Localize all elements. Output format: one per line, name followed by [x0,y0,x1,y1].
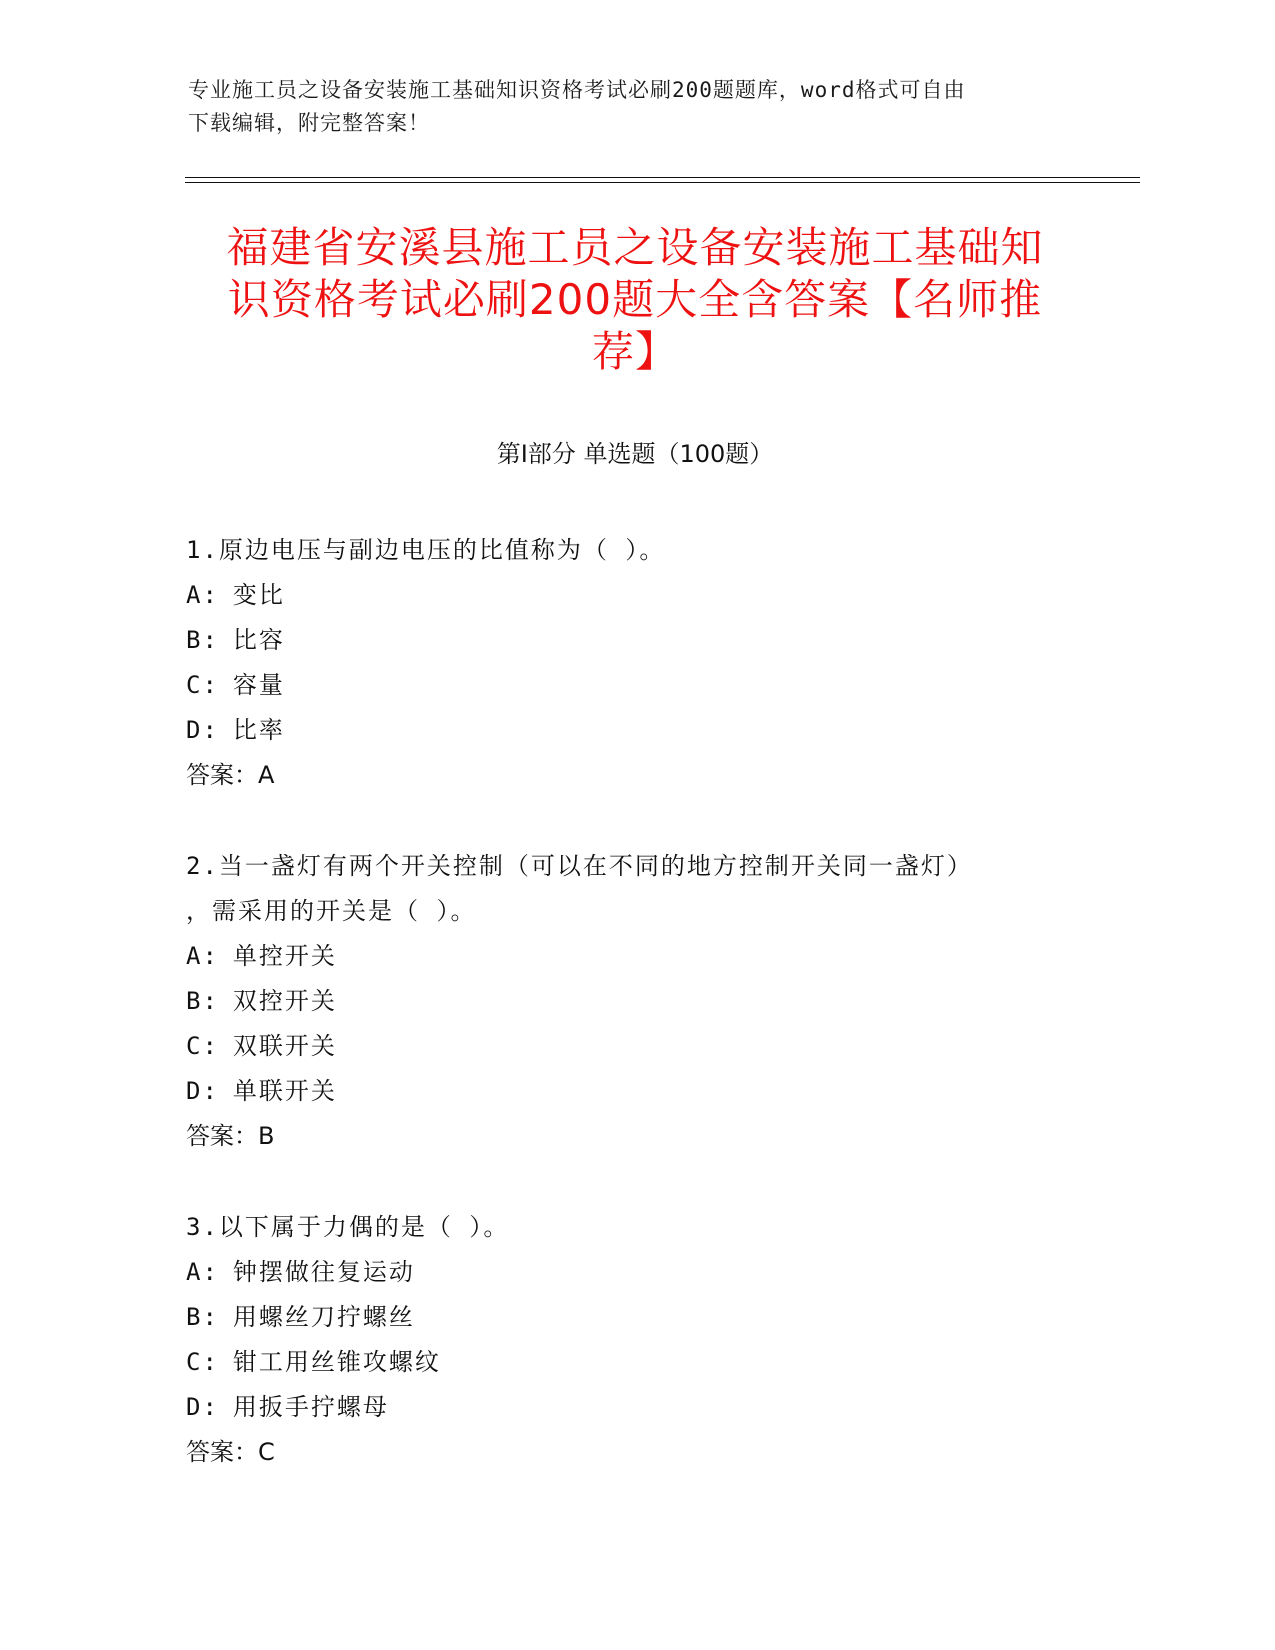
option-text: 双控开关 [232,987,337,1015]
answer-line: 答案：A [186,761,275,789]
option-label: D: [186,1077,219,1105]
header-divider-top [185,177,1140,178]
option-b [186,1295,1086,1340]
option-text: 用扳手拧螺母 [232,1393,389,1421]
option-text: 用螺丝刀拧螺丝 [232,1303,415,1331]
option-a [186,934,1086,979]
document-title-line-3: 荐】 [591,327,678,376]
option-d [186,1385,1086,1430]
question-stem: 2.当一盏灯有两个开关控制（可以在不同的地方控制开关同一盏灯） [186,852,973,880]
option-label: A: [186,581,219,609]
header-divider-bottom [185,182,1140,183]
header-note [188,74,1088,140]
option-text: 变比 [232,581,285,609]
option-label: B: [186,1303,219,1331]
option-b [186,979,1086,1024]
option-text: 容量 [232,671,285,699]
option-label: C: [186,671,219,699]
option-text: 单联开关 [232,1077,337,1105]
option-label: B: [186,987,219,1015]
question-list [186,528,1086,1521]
option-label: C: [186,1348,219,1376]
option-text: 比容 [232,626,285,654]
option-text: 单控开关 [232,942,337,970]
option-c [186,663,1086,708]
answer-line: 答案：B [186,1122,275,1150]
option-d [186,708,1086,753]
header-note-line-1: 专业施工员之设备安装施工基础知识资格考试必刷200题题库，word格式可自由 [188,78,966,102]
option-b [186,618,1086,663]
question-2 [186,844,1086,1159]
option-label: A: [186,1258,219,1286]
option-label: B: [186,626,219,654]
option-text: 双联开关 [232,1032,337,1060]
option-label: A: [186,942,219,970]
question-stem-continued: ，需采用的开关是（ ）。 [186,897,477,925]
option-text: 钳工用丝锥攻螺纹 [232,1348,441,1376]
document-title-line-2: 识资格考试必刷200题大全含答案【名师推 [227,275,1043,324]
question-stem: 1.原边电压与副边电压的比值称为（ ）。 [186,536,666,564]
option-text: 比率 [232,716,285,744]
section-heading: 第Ⅰ部分 单选题（100题） [496,440,774,468]
option-d [186,1069,1086,1114]
option-label: D: [186,716,219,744]
document-title-line-1: 福建省安溪县施工员之设备安装施工基础知 [226,223,1044,272]
answer-line: 答案：C [186,1438,275,1466]
document-title [185,222,1085,378]
question-3 [186,1205,1086,1475]
option-label: C: [186,1032,219,1060]
question-stem: 3.以下属于力偶的是（ ）。 [186,1213,510,1241]
option-text: 钟摆做往复运动 [232,1258,415,1286]
option-c [186,1340,1086,1385]
option-c [186,1024,1086,1069]
header-note-line-2: 下载编辑，附完整答案！ [188,111,430,135]
question-1 [186,528,1086,798]
option-a [186,1250,1086,1295]
option-label: D: [186,1393,219,1421]
option-a [186,573,1086,618]
